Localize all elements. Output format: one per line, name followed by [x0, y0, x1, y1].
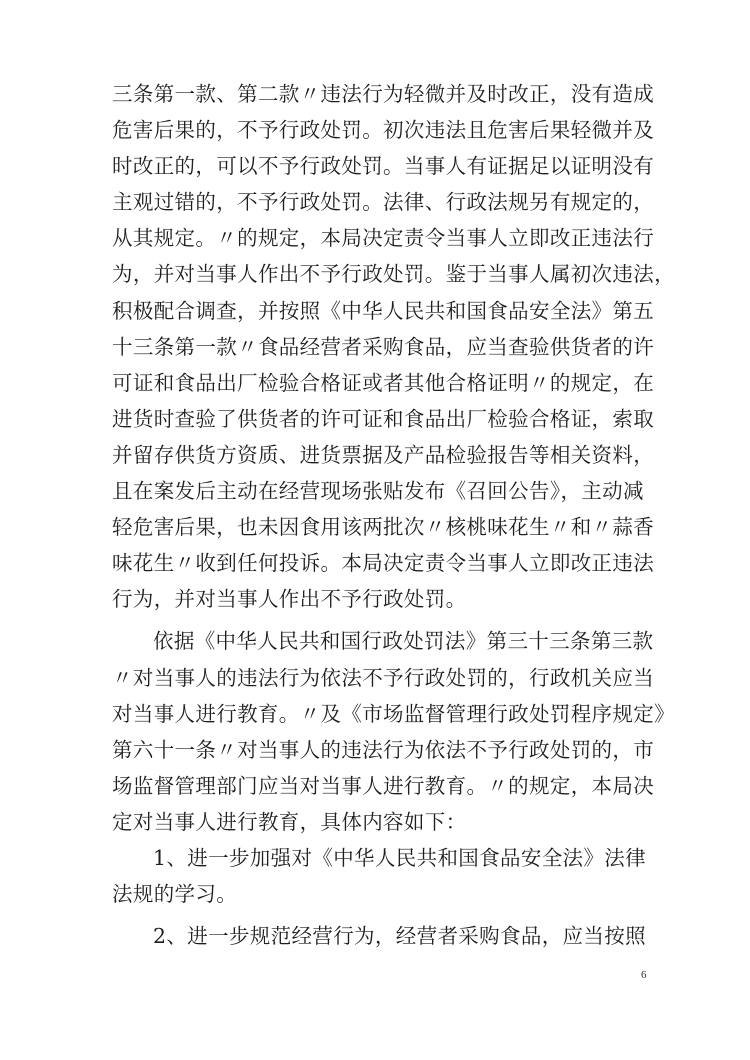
text-line: 时改正的，可以不予行政处罚。当事人有证据足以证明没有 [112, 154, 655, 179]
list-item-2: 2、进一步规范经营行为，经营者采购食品，应当按照 [153, 924, 646, 949]
page-number: 6 [641, 969, 647, 981]
text-line: 行为，并对当事人作出不予行政处罚。 [112, 587, 467, 612]
document-body [112, 76, 675, 954]
text-line: 味花生〃收到任何投诉。本局决定责令当事人立即改正违法 [112, 551, 655, 576]
paragraph-first-line: 依据《中华人民共和国行政处罚法》第三十三条第三款 [153, 629, 654, 654]
text-line: 可证和食品出厂检验合格证或者其他合格证明〃的规定，在 [112, 370, 655, 395]
text-line: 为，并对当事人作出不予行政处罚。鉴于当事人属初次违法， [112, 262, 675, 287]
text-line: 十三条第一款〃食品经营者采购食品，应当查验供货者的许 [112, 334, 655, 359]
list-item-1: 1、进一步加强对《中华人民共和国食品安全法》法律 [153, 845, 646, 870]
text-line: 进货时查验了供货者的许可证和食品出厂检验合格证，索取 [112, 406, 655, 431]
text-line: 第六十一条〃对当事人的违法行为依法不予行政处罚的，市 [112, 737, 655, 762]
text-line: 轻危害后果，也未因食用该两批次〃核桃味花生〃和〃蒜香 [112, 515, 655, 540]
text-line: 对当事人进行教育。〃及《市场监督管理行政处罚程序规定》 [112, 701, 675, 726]
text-line: 危害后果的，不予行政处罚。初次违法且危害后果轻微并及 [112, 118, 655, 143]
text-line: 从其规定。〃的规定，本局决定责令当事人立即改正违法行 [112, 226, 655, 251]
text-line: 主观过错的，不予行政处罚。法律、行政法规另有规定的， [112, 190, 655, 215]
text-line: 定对当事人进行教育，具体内容如下： [112, 809, 467, 834]
text-line: 三条第一款、第二款〃违法行为轻微并及时改正，没有造成 [112, 82, 655, 106]
text-line: 且在案发后主动在经营现场张贴发布《召回公告》，主动减 [112, 479, 644, 504]
text-line: 〃对当事人的违法行为依法不予行政处罚的，行政机关应当 [112, 665, 655, 690]
text-line: 法规的学习。 [112, 882, 238, 907]
text-line: 积极配合调查，并按照《中华人民共和国食品安全法》第五 [112, 298, 655, 323]
text-line: 并留存供货方资质、进货票据及产品检验报告等相关资料， [112, 442, 655, 467]
text-line: 场监督管理部门应当对当事人进行教育。〃的规定，本局决 [112, 773, 655, 798]
